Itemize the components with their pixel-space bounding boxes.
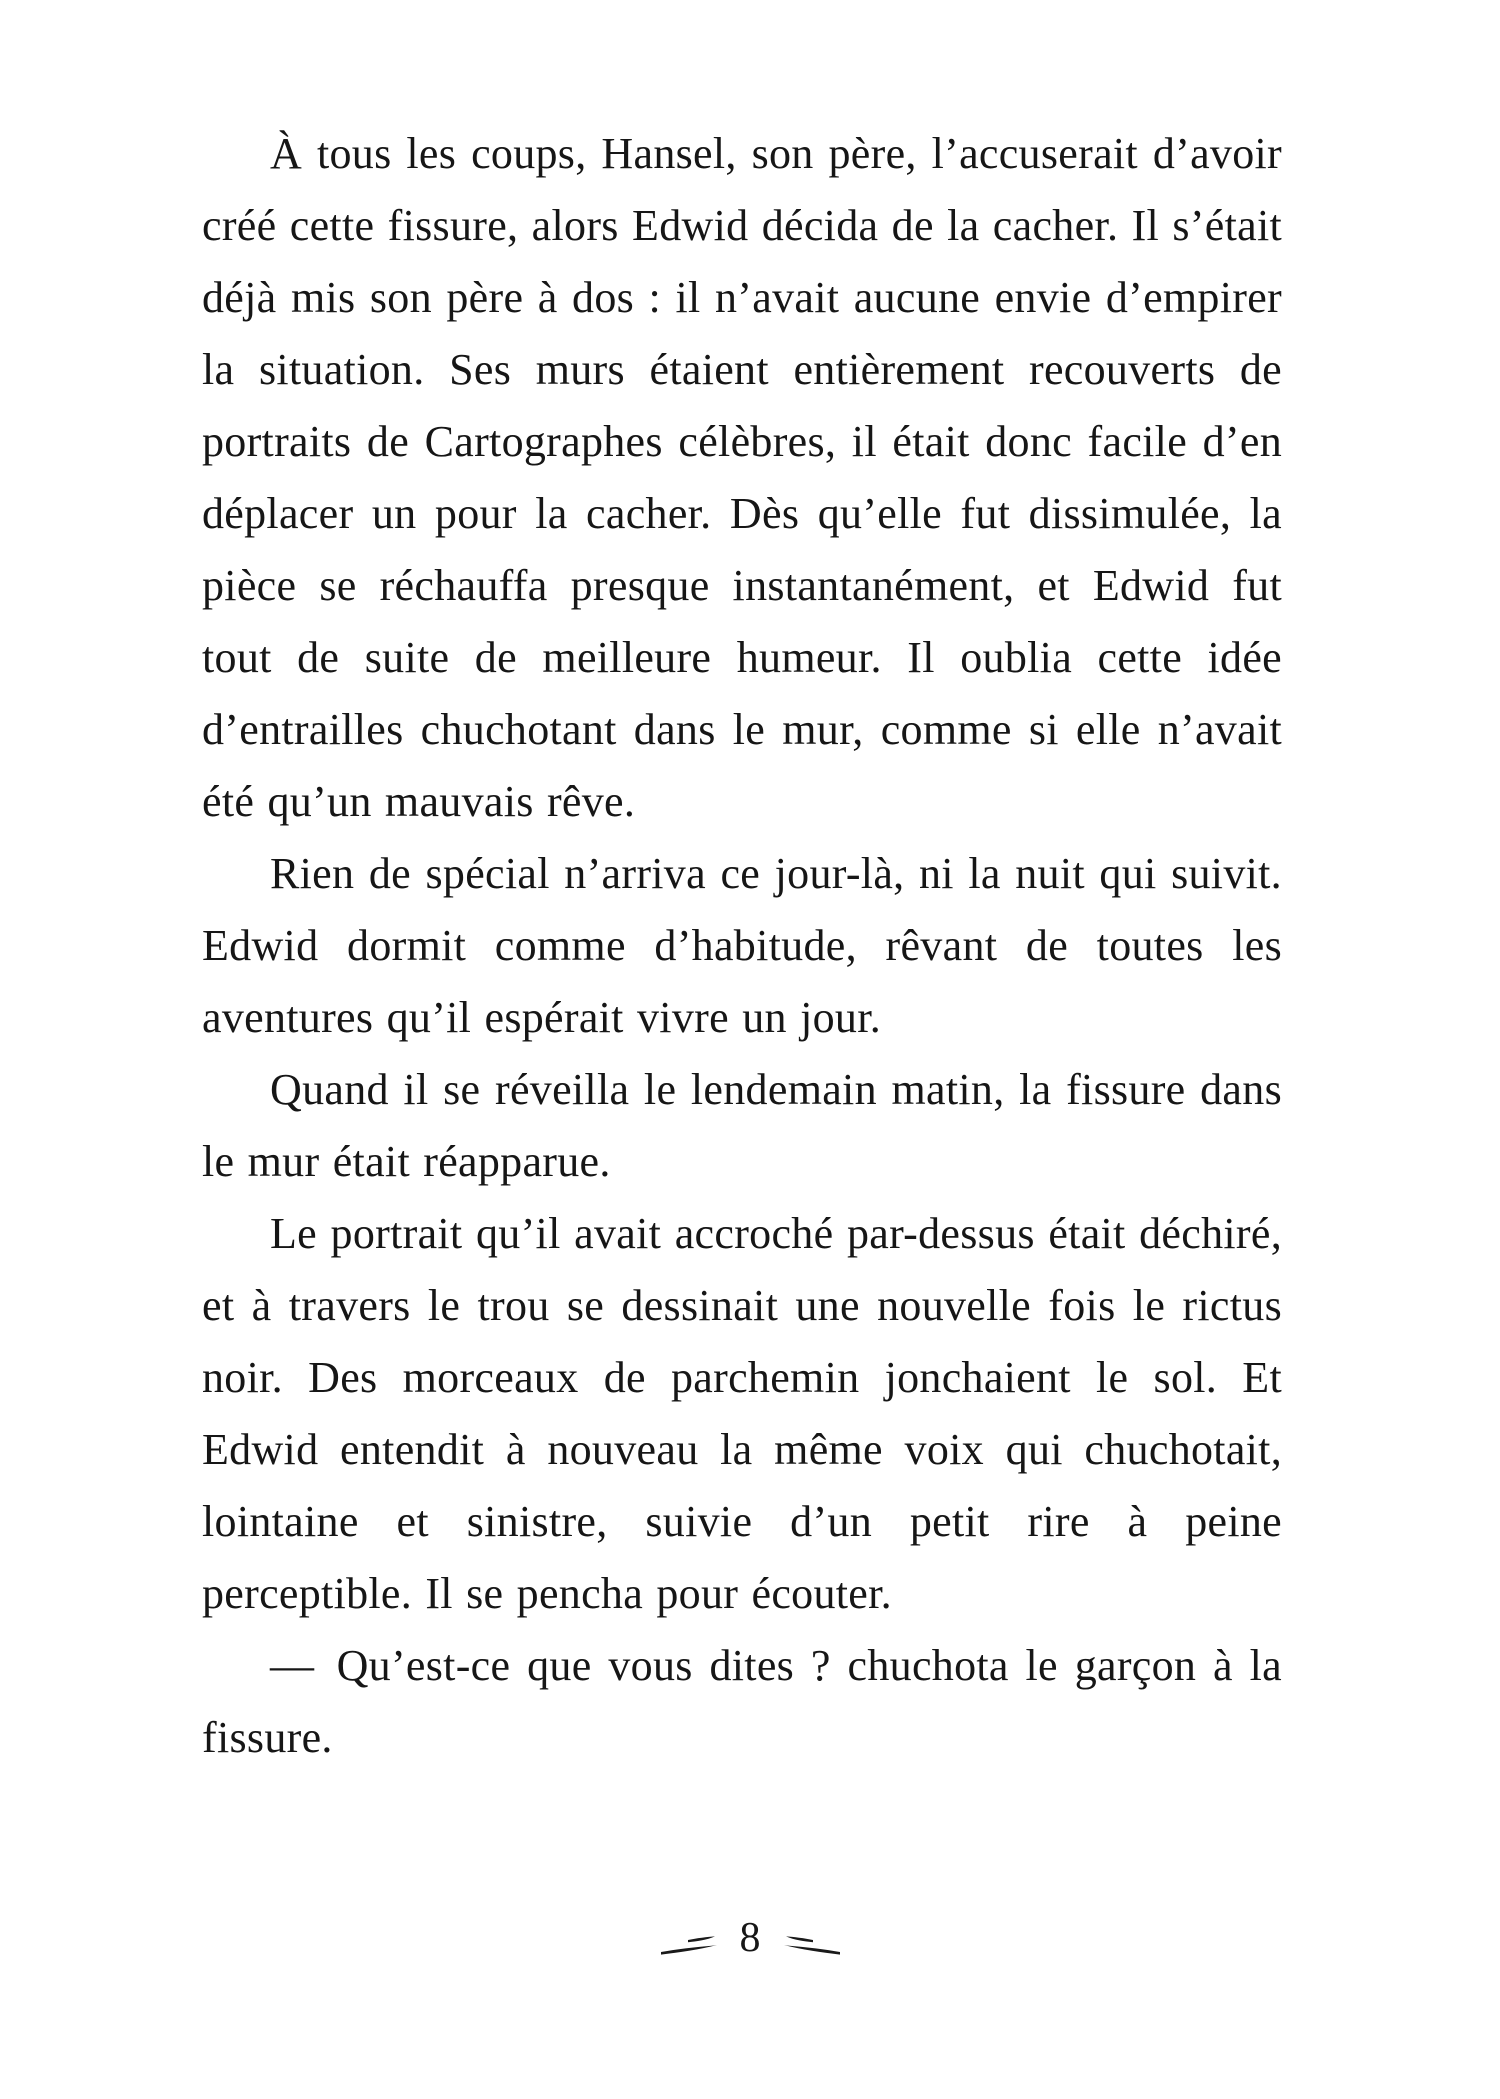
page-number: 8	[739, 1915, 761, 1961]
paragraph: Le portrait qu’il avait accroché par-dessus était déchiré, et à travers le trou se dessinait une nouvelle fois le rictus noir. Des morceaux de parchemin jonchaient le sol. Et Edwid entendit à nouveau la même voix qui chuchotait, lointaine et sinistre, suivie d’un petit rire à peine perceptible. Il se pencha pour écouter.	[202, 1209, 1282, 1618]
flourish-left-icon	[660, 1932, 718, 1958]
paragraph-dialogue: — Qu’est-ce que vous dites ? chuchota le garçon à la fissure.	[202, 1641, 1282, 1762]
paragraph: Quand il se réveilla le lendemain matin, la fissure dans le mur était réapparue.	[202, 1065, 1282, 1186]
page-footer	[0, 1908, 1500, 1972]
paragraph: Rien de spécial n’arriva ce jour-là, ni la nuit qui suivit. Edwid dormit comme d’habitude, rêvant de toutes les aventures qu’il espérait vivre un jour.	[202, 849, 1282, 1042]
flourish-right-icon	[783, 1932, 841, 1958]
paragraph: À tous les coups, Hansel, son père, l’accuserait d’avoir créé cette fissure, alors Edwid décida de la cacher. Il s’était déjà mis son père à dos : il n’avait aucune envie d’empirer la situation. Ses murs étaient entièrement recouverts de portraits de Cartographes célèbres, il était donc facile d’en déplacer un pour la cacher. Dès qu’elle fut dissimulée, la pièce se réchauffa presque instantanément, et Edwid fut tout de suite de meilleure humeur. Il oublia cette idée d’entrailles chuchotant dans le mur, comme si elle n’avait été qu’un mauvais rêve.	[202, 129, 1282, 826]
body-text	[202, 118, 1282, 1774]
